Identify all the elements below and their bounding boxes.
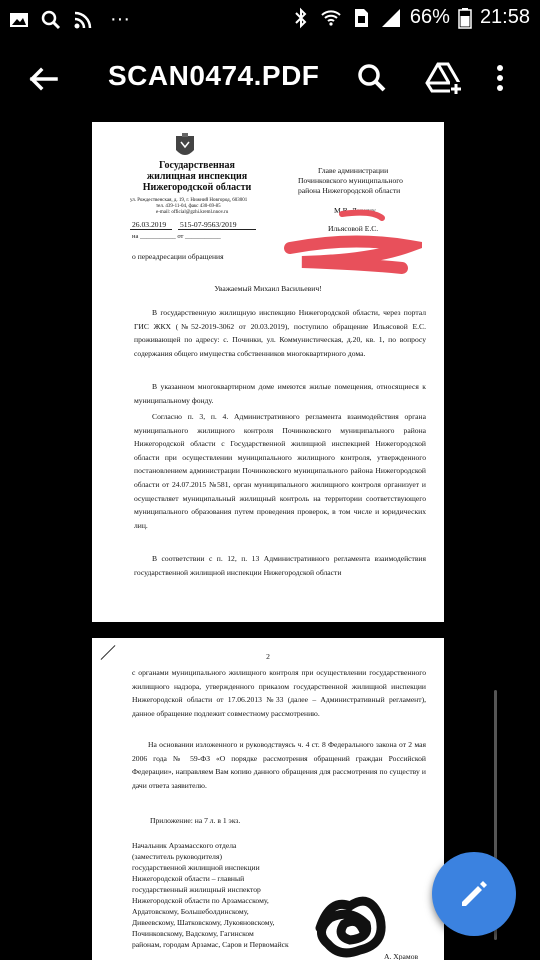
search-notification-icon [40, 9, 62, 31]
bluetooth-icon [290, 7, 312, 29]
app-bar [0, 38, 540, 120]
paragraph-4: В соответствии с п. 12, п. 13 Административного регламента взаимодействия государственной жилищной инспекции Нижегородской области [134, 554, 426, 577]
paragraph-1: В государственную жилищную инспекцию Нижегородской области, через портал ГИС ЖКХ (№52-2019-3062 от 20.03.2019), поступило обращение Ильясовой Е.С. проживающей по адресу: с. Починки, ул. Коммунистическая, д.20, кв. 1, по вопросу содержания общего имущества собственников многоквартирного дома. [134, 308, 426, 358]
status-bar [0, 0, 540, 38]
more-vert-icon[interactable] [488, 58, 512, 98]
org-address-line-3: e-mail: official@gzhi.kreml.nnov.ru [156, 210, 229, 215]
signer-line-10: районам, городам Арзамас, Саров и Первомайск [132, 940, 289, 949]
on-number: на ___________ от ___________ [132, 233, 221, 240]
drive-add-icon[interactable] [424, 58, 464, 98]
photo-icon [8, 9, 30, 31]
salutation: Уважаемый Михаил Васильевич! [214, 284, 322, 293]
letter-number: 515-07-9563/2019 [180, 220, 237, 229]
paragraph-3: Согласно п. 3, п. 4. Административного регламента взаимодействия органа муниципального жилищного контроля Починковского муниципального района Нижегородской области с Государственной жилищной инспекцией Нижегородской области при осуществлении муниципального жилищного контроля, утвержденного постановлением администрации Починковского муниципального района Нижегородской области от 24.07.2015 №581, орган муниципального жилищного контроля организует и осуществляет муниципальный жилищный контроль на территории соответствующего муниципального образования путем проведения проверок, в том числе и юридических лиц. [134, 412, 426, 530]
recipient-line-1: Главе администрации [318, 166, 389, 175]
sim-icon [350, 7, 372, 29]
signer-line-5: государственный жилищный инспектор [132, 885, 261, 894]
signer-line-2: (заместитель руководителя) [132, 852, 222, 861]
coat-of-arms-icon [174, 132, 196, 160]
more-notifications: ··· [110, 8, 130, 30]
attachment-note: Приложение: на 7 л. в 1 экз. [150, 816, 241, 825]
copy-name: Ильясовой Е.С. [328, 224, 379, 233]
redaction-mark [282, 206, 422, 278]
page2-paragraph-1: с органами муниципального жилищного контроля при осуществлении государственного жилищного надзора, утвержденного приказом государственной жилищной инспекции Нижегородской области от 17.06.2013 №33 (далее – Административный регламент), данное обращение подлежит совместному рассмотрению. [132, 668, 426, 718]
recipient-line-2: Починковского муниципального [298, 176, 403, 185]
back-arrow-icon[interactable] [22, 58, 64, 100]
document-title: SCAN0474.PDF [108, 60, 320, 91]
signal-icon [380, 7, 402, 29]
page2-paragraph-2: На основании изложенного и руководствуясь ч. 4 ст. 8 Федерального закона от 2 мая 2006 года № 59-ФЗ «О порядке рассмотрения обращений граждан Российской Федерации», направляем Вам копию данного обращения для рассмотрения по существу и дачи ответа заявителю. [132, 740, 426, 790]
org-name-line-1: Государственная [159, 160, 235, 171]
signer-line-8: Дивеевскому, Шатковскому, Лукояновскому, [132, 918, 275, 927]
pdf-page-1 [92, 122, 444, 622]
signer-line-3: государственной жилищной инспекции [132, 863, 260, 872]
org-address-line-1: ул. Рождественская, д. 19, г. Нижний Новгород, 603001 [130, 198, 248, 203]
battery-percent: 66% [409, 6, 450, 28]
edit-fab-button[interactable] [432, 852, 516, 936]
edit-pencil-icon [458, 878, 490, 910]
clock: 21:58 [479, 6, 530, 28]
signer-line-1: Начальник Арзамасского отдела [132, 841, 237, 850]
recipient-line-3: района Нижегородской области [298, 186, 401, 195]
rss-icon [72, 9, 94, 31]
signer-name: А. Храмов [384, 952, 419, 960]
signer-line-6: Нижегородской области по Арзамасскому, [132, 896, 269, 905]
paragraph-2: В указанном многоквартирном доме имеются жилые помещения, относящиеся к муниципальному фонду. [134, 382, 426, 405]
search-icon[interactable] [352, 58, 392, 98]
org-name-line-3: Нижегородской области [142, 182, 252, 193]
pdf-page-2 [92, 638, 444, 960]
page-number: 2 [266, 652, 270, 661]
redirect-subject: о переадресации обращения [132, 252, 224, 261]
wifi-icon [320, 7, 342, 29]
signer-line-7: Ардатовскому, Большеболдинскому, [132, 907, 249, 916]
signer-line-4: Нижегородской области – главный [132, 874, 245, 883]
letter-date: 26.03.2019 [132, 220, 167, 229]
battery-icon [458, 7, 472, 29]
signer-line-9: Починковскому, Вадскому, Гагинском [132, 929, 254, 938]
org-name-line-2: жилищная инспекция [146, 171, 248, 182]
signature-scribble [310, 888, 390, 960]
org-address-line-2: тел. 439-11-04, факс 430-69-85 [156, 204, 221, 209]
recipient-name: М.В. Ларину [334, 206, 376, 215]
